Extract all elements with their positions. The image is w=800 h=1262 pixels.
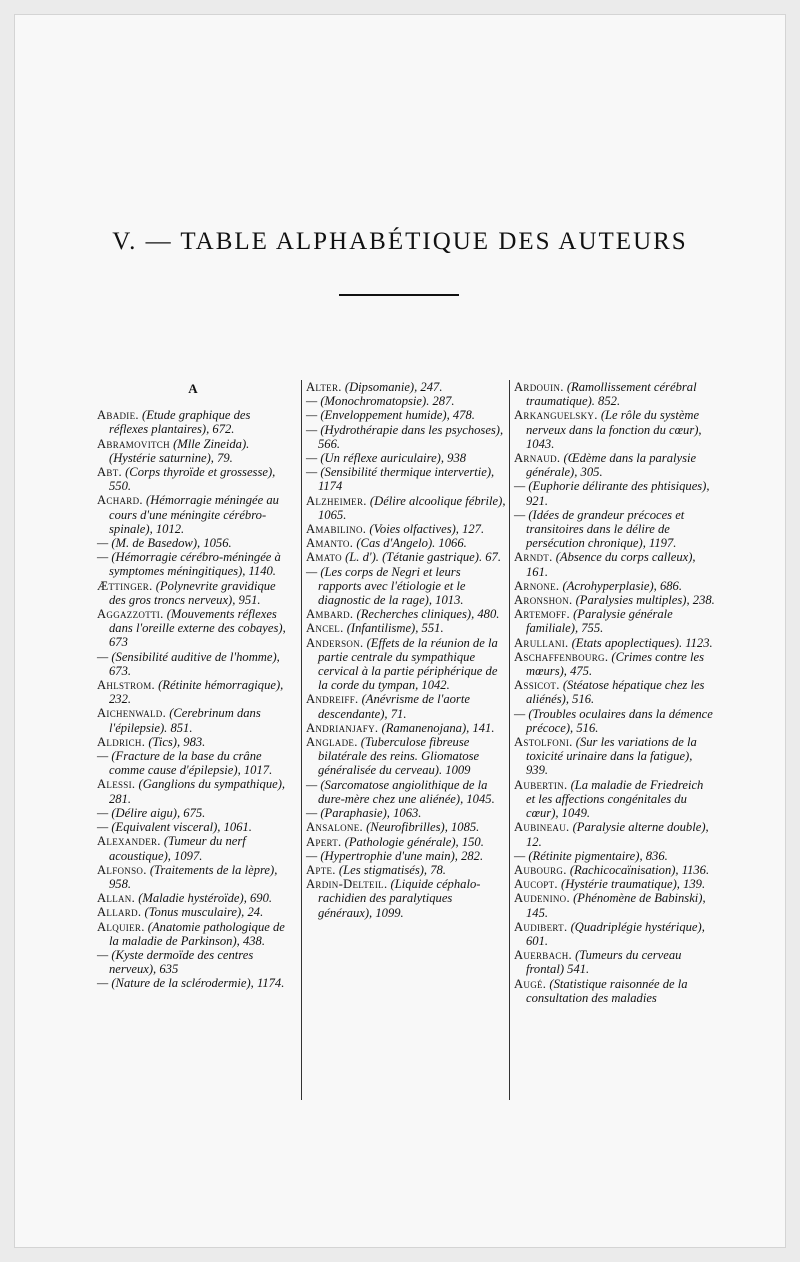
author-name: Ardouin. [514,380,564,394]
index-entry [306,636,506,693]
index-entry [306,721,506,735]
index-entry [514,451,715,479]
author-name: Arnaud. [514,451,561,466]
entry-text: (Etude graphique des réflexes plantaires), 672. [109,408,251,437]
index-entry [514,508,715,551]
entry-text: (Anévrisme de l'aorte descendante), 71. [318,692,470,721]
index-entry [97,948,289,976]
entry-text: (Paralysie générale familiale), 755. [526,607,673,636]
entry-text: (Dipsomanie), 247. [344,380,443,394]
author-name: Alzheimer. [306,493,367,508]
index-entry [97,650,289,678]
entry-text: — (Monochromatopsie). 287. [306,394,455,409]
entry-text: — (Euphorie délirante des phtisiques), 921. [514,479,710,508]
author-name: Arullani. [514,635,569,650]
entry-text: (Liquide céphalo-rachidien des paralytiques généraux), 1099. [318,877,481,920]
index-entry [514,891,715,919]
title-rule [339,294,459,296]
entry-text: (Rétinite hémorragique), 232. [109,678,284,707]
index-entry [306,735,506,778]
entry-text: (Cerebrinum dans l'épilepsie). 851. [109,706,261,735]
author-name: Augé. [514,976,547,991]
entry-text: (Paralysie alterne double), 12. [526,820,709,849]
author-name: Aschaffenbourg. [514,649,609,664]
entry-text: (Tumeurs du cerveau frontal) 541. [526,948,682,977]
entry-text: (Ramanenojana), 141. [381,720,495,735]
entry-text: (La maladie de Friedreich et les affections congénitales du cœur), 1049. [526,777,704,821]
entry-text: — (Kyste dermoïde des centres nerveux), 635 [97,947,254,977]
author-name: Assicot. [514,678,560,693]
index-entry [306,423,506,451]
index-entry [97,820,289,834]
author-name: Amabilino. [306,522,367,537]
entry-text: (Phénomène de Babinski), 145. [526,891,706,920]
entry-text: (Tonus musculaire), 24. [144,905,264,920]
index-entry [306,835,506,849]
entry-text: — (Idées de grandeur précoces et transitoires dans le délire de persécution chronique), 1197. [514,507,685,551]
index-entry [514,408,715,451]
index-entry [97,437,289,465]
entry-text: (L. d'). (Tétanie gastrique). 67. [345,550,501,565]
index-entry [306,494,506,522]
author-name: Apte. [306,862,336,877]
index-entry [306,565,506,608]
author-name: Ansalone. [306,820,363,835]
entry-text: (Cas d'Angelo). 1066. [356,536,467,551]
entry-text: — (Enveloppement humide), 478. [306,408,475,423]
entry-text: (Acrohyperplasie), 686. [562,578,682,593]
index-entry [306,806,506,820]
entry-text: (Rachicocaïnisation), 1136. [569,862,710,877]
author-name: Alexander. [97,834,161,849]
column-2 [301,380,506,1100]
index-entry [97,891,289,905]
entry-text: (Crimes contre les mœurs), 475. [526,649,704,679]
author-name: Ættinger. [97,578,153,593]
entry-text: (Traitements de la lèpre), 958. [109,862,278,891]
index-entry [306,621,506,635]
entry-text: (Stéatose hépatique chez les aliénés), 516. [526,678,705,707]
author-name: Aubourg. [514,862,567,877]
entry-text: (Ramollissement cérébral traumatique). 852. [526,380,697,409]
index-entry [97,408,289,436]
index-entry [306,380,506,394]
author-name: Achard. [97,493,143,508]
entry-text: (Recherches cliniques), 480. [356,607,500,622]
author-name: Abadie. [97,408,139,423]
author-name: Alquier. [97,919,145,934]
entry-text: (Voies olfactives), 127. [369,522,485,537]
index-entry [97,905,289,919]
author-name: Astolfoni. [514,735,573,750]
index-entry [97,976,289,990]
author-name: Ardin-Delteil. [306,877,388,892]
index-entry [97,579,289,607]
author-name: Alfonso. [97,862,147,877]
entry-text: — (Un réflexe auriculaire), 938 [306,451,467,466]
entry-text: (Œdème dans la paralysie générale), 305. [526,451,697,480]
author-name: Aucopt. [514,877,558,892]
index-entry [97,678,289,706]
author-name: Aichenwald. [97,706,167,721]
author-name: Audenino. [514,891,570,906]
index-entry [306,522,506,536]
entry-text: (Quadriplégie hystérique), 601. [526,919,705,948]
author-name: Aggazzotti. [97,607,164,622]
index-entry [306,607,506,621]
index-entry [306,849,506,863]
index-entry [514,479,715,507]
entry-text: (Tuberculose fibreuse bilatérale des reins. Gliomatose généralisée du cerveau). 1009 [318,735,480,778]
entry-text: (Mlle Zineida). (Hystérie saturnine), 79. [109,436,250,465]
author-name: Ambard. [306,607,354,622]
index-entry [97,834,289,862]
author-name: Abramovitch [97,436,170,451]
author-name: Anglade. [306,735,358,750]
entry-text: — (Equivalent visceral), 1061. [97,820,252,835]
entry-text: (Hémorragie méningée au cours d'une méningite cérébro-spinale), 1012. [109,493,279,536]
entry-text: (Tumeur du nerf acoustique), 1097. [109,834,246,863]
index-entry [514,863,715,877]
entry-text: (Anatomie pathologique de la maladie de Parkinson), 438. [109,919,285,948]
index-entry [514,778,715,821]
index-entry [97,536,289,550]
entry-text: — (Hypertrophie d'une main), 282. [306,848,484,863]
author-name: Amanto. [306,536,354,551]
index-entry [514,380,715,408]
author-name: Aronshon. [514,593,573,608]
index-entry [514,920,715,948]
author-name: Auerbach. [514,948,572,963]
entry-text: — (Sarcomatose angiolithique de la dure-mère chez une aliénée), 1045. [306,777,495,806]
entry-text: — (Hydrothérapie dans les psychoses), 566. [306,422,504,451]
author-name: Amato [306,550,342,565]
index-entry [306,778,506,806]
entry-text: (Les stigmatisés), 78. [338,862,446,877]
author-name: Aubineau. [514,820,570,835]
author-name: Alter. [306,380,342,394]
index-entry [97,749,289,777]
author-name: Arkanguelsky. [514,408,598,423]
index-entry [306,451,506,465]
entry-text: (Ganglions du sympathique), 281. [109,777,286,806]
entry-text: — (Rétinite pigmentaire), 836. [514,848,668,863]
index-entry [306,692,506,720]
author-name: Abt. [97,465,122,480]
entry-text: — (Paraphasie), 1063. [306,806,422,821]
index-entry [97,735,289,749]
index-entry [97,706,289,734]
entry-text: — (Troubles oculaires dans la démence précoce), 516. [514,706,713,735]
entry-text: (Polynevrite gravidique des gros troncs nerveux), 951. [109,578,276,607]
index-entry [306,877,506,920]
index-entry [306,536,506,550]
index-entry [514,948,715,976]
index-entry [514,877,715,891]
index-entry [514,735,715,778]
index-entry [97,920,289,948]
entry-text: (Statistique raisonnée de la consultation des maladies [526,976,688,1005]
entry-text: (Etats apoplectiques). 1123. [571,635,713,650]
author-name: Allard. [97,905,142,920]
author-name: Artemoff. [514,607,570,622]
author-name: Andreiff. [306,692,359,707]
entry-text: (Tics), 983. [148,734,206,749]
index-entry [306,863,506,877]
entry-text: (Infantilisme), 551. [346,621,444,636]
entry-text: (Neurofibrilles), 1085. [366,820,480,835]
index-entry [97,493,289,536]
entry-text: (Mouvements réflexes dans l'oreille externe des cobayes), 673 [109,607,286,650]
index-entry [306,465,506,493]
column-3 [509,380,715,1100]
entry-text: (Corps thyroïde et grossesse), 550. [109,465,276,494]
author-name: Arndt. [514,550,553,565]
entry-text: (Pathologie générale), 150. [344,834,484,849]
entry-text: — (Nature de la sclérodermie), 1174. [97,976,285,991]
index-entry [306,820,506,834]
author-name: Andrianjafy. [306,720,379,735]
index-entry [514,678,715,706]
entry-text: (Absence du corps calleux), 161. [526,550,696,579]
entry-text: (Hystérie traumatique), 139. [561,877,706,892]
author-name: Apert. [306,834,342,849]
index-entry [514,977,715,1005]
index-entry [97,806,289,820]
author-name: Allan. [97,891,136,906]
index-entry [97,550,289,578]
author-name: Arnone. [514,578,560,593]
index-entry [306,550,506,564]
author-name: Aubertin. [514,777,568,792]
column-1 [97,380,289,991]
author-name: Aldrich. [97,734,146,749]
entry-text: (Effets de la réunion de la partie centrale du sympathique cervical à la partie périphérique de la corde du tympan, 1042. [318,635,498,693]
index-entry [514,849,715,863]
entry-text: — (M. de Basedow), 1056. [97,536,232,551]
index-entry [514,636,715,650]
entry-text: — (Hémorragie cérébro-méningée à symptomes méningitiques), 1140. [97,550,281,579]
entry-text: — (Fracture de la base du crâne comme cause d'épilepsie), 1017. [97,749,273,778]
index-entry [514,593,715,607]
index-entry [514,550,715,578]
entry-text: — (Sensibilité auditive de l'homme), 673. [97,649,280,678]
index-entry [514,820,715,848]
entry-text: (Maladie hystéroïde), 690. [138,891,273,906]
entry-text: (Délire alcoolique fébrile), 1065. [318,493,506,522]
author-name: Anderson. [306,635,364,650]
entry-text: — (Les corps de Negri et leurs rapports avec l'étiologie et le diagnostic de la rage), 1013. [306,564,466,608]
author-name: Ahlstrom. [97,678,155,693]
index-entry [514,579,715,593]
index-entry [306,408,506,422]
page-title: V. — TABLE ALPHABÉTIQUE DES AUTEURS [112,228,688,255]
author-name: Alessi. [97,777,136,792]
index-entry [514,607,715,635]
index-entry [514,650,715,678]
index-entry [97,607,289,650]
author-name: Audibert. [514,919,568,934]
author-name: Ancel. [306,621,344,636]
entry-text: (Sur les variations de la toxicité urinaire dans la fatigue), 939. [526,735,697,778]
section-letter: A [188,381,198,396]
index-entry [97,465,289,493]
index-entry [306,394,506,408]
index-entry [514,707,715,735]
entry-text: (Paralysies multiples), 238. [575,593,715,608]
index-entry [97,777,289,805]
entry-text: — (Délire aigu), 675. [97,805,206,820]
index-entry [97,863,289,891]
entry-text: (Le rôle du système nerveux dans la fonction du cœur), 1043. [526,408,702,451]
entry-text: — (Sensibilité thermique intervertie), 1174 [306,465,495,494]
